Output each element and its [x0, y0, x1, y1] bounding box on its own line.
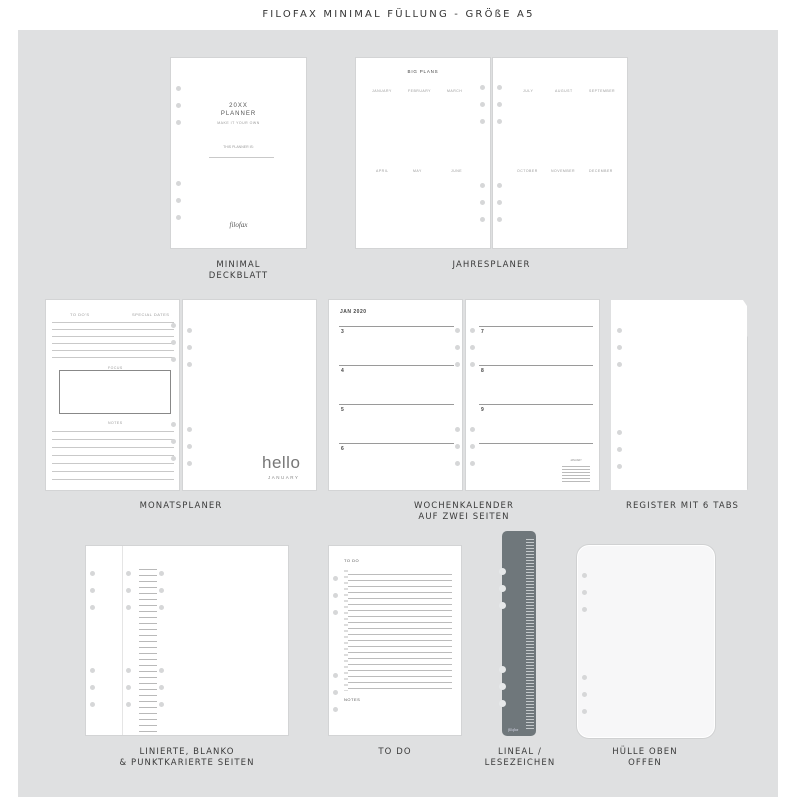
punch-hole-icon [171, 323, 176, 328]
punch-hole-icon [470, 461, 475, 466]
punch-hole-icon [176, 181, 181, 186]
punch-hole-icon [480, 200, 485, 205]
punch-hole-icon [333, 576, 338, 581]
punch-hole-icon [126, 571, 131, 576]
punch-hole-icon [617, 430, 622, 435]
linierte-page [86, 546, 288, 735]
punch-hole-icon [159, 668, 164, 673]
punch-hole-icon [499, 585, 506, 592]
punch-hole-icon [333, 610, 338, 615]
label-monatsplaner: MONATSPLANER [139, 501, 223, 511]
punch-hole-icon [171, 357, 176, 362]
punch-hole-icon [171, 340, 176, 345]
punch-hole-icon [582, 709, 587, 714]
cover-owner-line: THIS PLANNER IS: [223, 145, 254, 149]
punch-hole-icon [617, 328, 622, 333]
punch-hole-icon [90, 668, 95, 673]
punch-hole-icon [617, 464, 622, 469]
label-huelle: HÜLLE OBEN OFFEN [612, 747, 678, 768]
checkbox-column [344, 569, 348, 691]
punch-hole-icon [470, 345, 475, 350]
week-month-heading: JAN 2020 [340, 309, 367, 315]
punch-hole-icon [159, 685, 164, 690]
punch-hole-icon [171, 456, 176, 461]
punch-hole-icon [171, 439, 176, 444]
punch-hole-icon [497, 119, 502, 124]
punch-hole-icon [159, 605, 164, 610]
punch-hole-icon [126, 702, 131, 707]
label-lineal: LINEAL / LESEZEICHEN [484, 747, 556, 768]
monatsplaner-right-page [183, 300, 316, 490]
punch-hole-icon [171, 422, 176, 427]
punch-hole-icon [617, 447, 622, 452]
jahresplaner-left-page: BIG PLANS JANUARY FEBRUARY MARCH APRIL MAY JUNE [356, 58, 490, 248]
hello-text: hello [262, 453, 301, 472]
register-divider [611, 300, 751, 490]
cover-subtitle: MAKE IT YOUR OWN [217, 121, 260, 125]
punch-hole-icon [455, 345, 460, 350]
brand-logo: filofax [229, 221, 248, 229]
ruler-scale [526, 537, 534, 729]
punch-hole-icon [187, 461, 192, 466]
punch-hole-icon [470, 328, 475, 333]
punch-hole-icon [455, 362, 460, 367]
ruler-bookmark [502, 531, 536, 736]
punch-hole-icon [497, 217, 502, 222]
punch-hole-icon [470, 362, 475, 367]
punch-hole-icon [582, 607, 587, 612]
punch-hole-icon [176, 215, 181, 220]
label-register: REGISTER MIT 6 TABS [625, 501, 740, 511]
punch-hole-icon [582, 675, 587, 680]
punch-hole-icon [499, 568, 506, 575]
label-deckblatt: MINIMAL DECKBLATT [208, 260, 269, 281]
punch-hole-icon [90, 702, 95, 707]
page-title: FILOFAX MINIMAL FÜLLUNG - GRÖßE A5 [262, 9, 535, 20]
punch-hole-icon [159, 702, 164, 707]
punch-hole-icon [582, 590, 587, 595]
label-linierte: LINIERTE, BLANKO & PUNKTKARIERTE SEITEN [119, 747, 255, 768]
big-plans-heading: BIG PLANS [407, 69, 439, 74]
month-text: JANUARY [268, 475, 300, 480]
punch-hole-icon [126, 605, 131, 610]
punch-hole-icon [333, 673, 338, 678]
punch-hole-icon [159, 588, 164, 593]
punch-hole-icon [497, 102, 502, 107]
punch-hole-icon [497, 183, 502, 188]
punch-hole-icon [499, 700, 506, 707]
punch-hole-icon [90, 685, 95, 690]
todo-heading: TO DO [344, 558, 360, 563]
punch-hole-icon [126, 588, 131, 593]
wochenkalender-right-page: 7 8 9 JANUARY [466, 300, 599, 490]
punch-hole-icon [187, 444, 192, 449]
punch-hole-icon [455, 427, 460, 432]
punch-hole-icon [499, 683, 506, 690]
punch-hole-icon [126, 685, 131, 690]
punch-hole-icon [187, 328, 192, 333]
ruled-lines [139, 564, 157, 734]
punch-hole-icon [497, 85, 502, 90]
punch-hole-icon [499, 602, 506, 609]
punch-hole-icon [333, 707, 338, 712]
punch-hole-icon [617, 362, 622, 367]
mini-calendar: JANUARY [562, 459, 590, 485]
punch-hole-icon [159, 571, 164, 576]
label-jahresplaner: JAHRESPLANER [452, 260, 531, 270]
punch-hole-icon [617, 345, 622, 350]
punch-hole-icon [176, 86, 181, 91]
punch-hole-icon [455, 328, 460, 333]
punch-hole-icon [90, 605, 95, 610]
punch-hole-icon [470, 444, 475, 449]
punch-hole-icon [333, 690, 338, 695]
punch-hole-icon [90, 588, 95, 593]
punch-hole-icon [480, 217, 485, 222]
punch-hole-icon [187, 345, 192, 350]
punch-hole-icon [333, 593, 338, 598]
todo-page [329, 546, 461, 735]
punch-hole-icon [499, 666, 506, 673]
punch-hole-icon [470, 427, 475, 432]
punch-hole-icon [455, 461, 460, 466]
todo-lines [344, 569, 452, 691]
deckblatt-page [171, 58, 306, 248]
sleeve-envelope [577, 545, 715, 738]
punch-hole-icon [187, 362, 192, 367]
punch-hole-icon [455, 444, 460, 449]
cover-heading: PLANNER [220, 111, 257, 117]
monatsplaner-left-page: TO DO'S SPECIAL DATES FOCUS NOTES [46, 300, 179, 490]
punch-hole-icon [480, 102, 485, 107]
cover-year: 20XX [229, 103, 248, 109]
punch-hole-icon [582, 692, 587, 697]
wochenkalender-left-page: JAN 2020 3 4 5 6 [329, 300, 462, 490]
punch-hole-icon [480, 119, 485, 124]
punch-hole-icon [582, 573, 587, 578]
punch-hole-icon [497, 200, 502, 205]
punch-hole-icon [480, 85, 485, 90]
jahresplaner-right-page: JULY AUGUST SEPTEMBER OCTOBER NOVEMBER DECEMBER [493, 58, 627, 248]
brand-logo: filofax [508, 727, 519, 732]
punch-hole-icon [90, 571, 95, 576]
label-wochenkalender: WOCHENKALENDER AUF ZWEI SEITEN [413, 501, 515, 522]
focus-box [59, 370, 171, 414]
punch-hole-icon [480, 183, 485, 188]
punch-hole-icon [176, 198, 181, 203]
notes-heading: NOTES [344, 697, 361, 702]
punch-hole-icon [126, 668, 131, 673]
punch-hole-icon [187, 427, 192, 432]
label-todo: TO DO [378, 747, 412, 757]
